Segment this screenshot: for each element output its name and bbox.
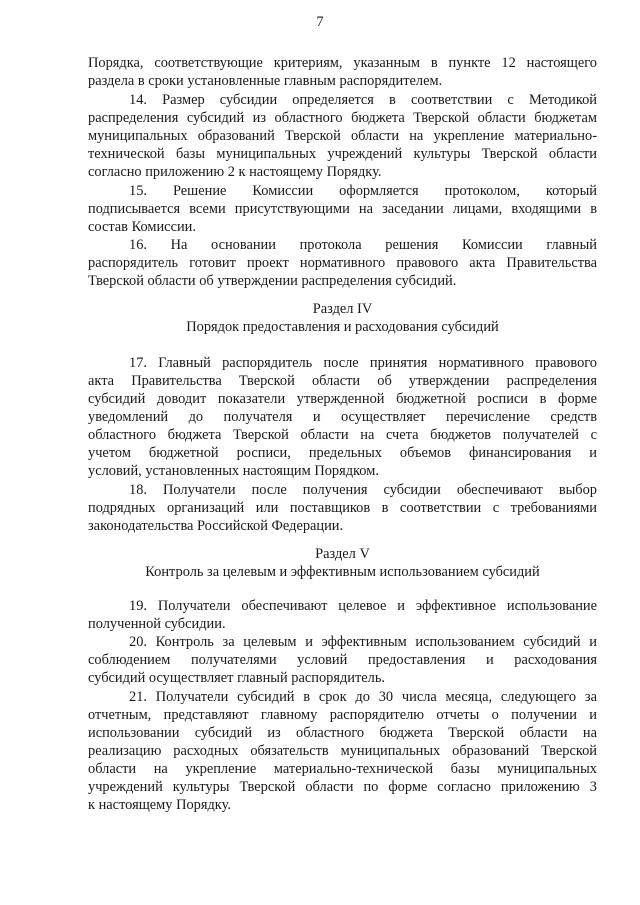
paragraph-line: 14. Размер субсидии определяется в соответствии с Методикой	[129, 92, 597, 108]
paragraph-line: 15. Решение Комиссии оформляется протоколом, который	[129, 183, 597, 199]
paragraph-line: согласно приложению 2 к настоящему Порядку.	[88, 164, 382, 180]
paragraph-line: муниципальных образований Тверской области на укрепление материально-	[88, 128, 597, 144]
paragraph-line: 19. Получатели обеспечивают целевое и эффективное использование	[129, 598, 597, 614]
section-subtitle: Контроль за целевым и эффективным использованием субсидий	[145, 564, 540, 580]
paragraph-line: технической базы муниципальных учреждений культуры Тверской области	[88, 146, 597, 162]
paragraph-line: субсидий осуществляет главный распорядитель.	[88, 670, 385, 686]
paragraph-line: раздела в сроки установленные главным распорядителем.	[88, 73, 443, 89]
paragraph-line: 21. Получатели субсидий в срок до 30 числа месяца, следующего за	[129, 689, 597, 705]
paragraph-line: учетом бюджетной росписи, предельных объемов финансирования и	[88, 445, 597, 461]
paragraph-line: областного бюджета Тверской области на счета бюджетов получателей с	[88, 427, 597, 443]
paragraph-line: 16. На основании протокола решения Комиссии главный	[129, 237, 597, 253]
paragraph-line: реализацию расходных обязательств муниципальных образований Тверской	[88, 743, 597, 759]
paragraph-line: Порядка, соответствующие критериям, указанным в пункте 12 настоящего	[88, 55, 597, 71]
paragraph-line: условий, установленных настоящим Порядком.	[88, 463, 379, 479]
paragraph-line: области на укрепление материально-технической базы муниципальных	[88, 761, 597, 777]
paragraph-line: соблюдением получателями условий предоставления и расходования	[88, 652, 597, 668]
paragraph-line: подрядных организаций или поставщиков в соответствии с требованиями	[88, 500, 597, 516]
section-subtitle: Порядок предоставления и расходования субсидий	[186, 319, 499, 335]
paragraph-line: полученной субсидии.	[88, 616, 226, 632]
paragraph-line: уведомлений до получателя и осуществляет перечисление средств	[88, 409, 597, 425]
section-heading: Раздел V	[315, 546, 370, 562]
paragraph-line: 20. Контроль за целевым и эффективным использованием субсидий и	[129, 634, 597, 650]
paragraph-line: состав Комиссии.	[88, 219, 196, 235]
paragraph-line: к настоящему Порядку.	[88, 797, 231, 813]
paragraph-line: распорядитель готовит проект нормативного правового акта Правительства	[88, 255, 597, 271]
paragraph-line: субсидий доводит показатели утвержденной бюджетной росписи в форме	[88, 391, 597, 407]
paragraph-line: акта Правительства Тверской области об утверждении распределения	[88, 373, 597, 389]
paragraph-line: законодательства Российской Федерации.	[88, 518, 344, 534]
paragraph-line: 17. Главный распорядитель после принятия нормативного правового	[129, 355, 597, 371]
section-heading: Раздел IV	[312, 301, 373, 317]
paragraph-line: отчетным, представляют главному распорядителю отчеты о получении и	[88, 707, 597, 723]
page-number: 7	[316, 14, 324, 30]
paragraph-line: распределения субсидий из областного бюджета Тверской области бюджетам	[88, 110, 597, 126]
paragraph-line: Тверской области об утверждении распределения субсидий.	[88, 273, 457, 289]
paragraph-line: использовании субсидий из областного бюджета Тверской области на	[88, 725, 597, 741]
paragraph-line: 18. Получатели после получения субсидии обеспечивают выбор	[129, 482, 597, 498]
paragraph-line: подписывается всеми присутствующими на заседании лицами, входящими в	[88, 201, 597, 217]
paragraph-line: учреждений культуры Тверской области по форме согласно приложению 3	[88, 779, 597, 795]
